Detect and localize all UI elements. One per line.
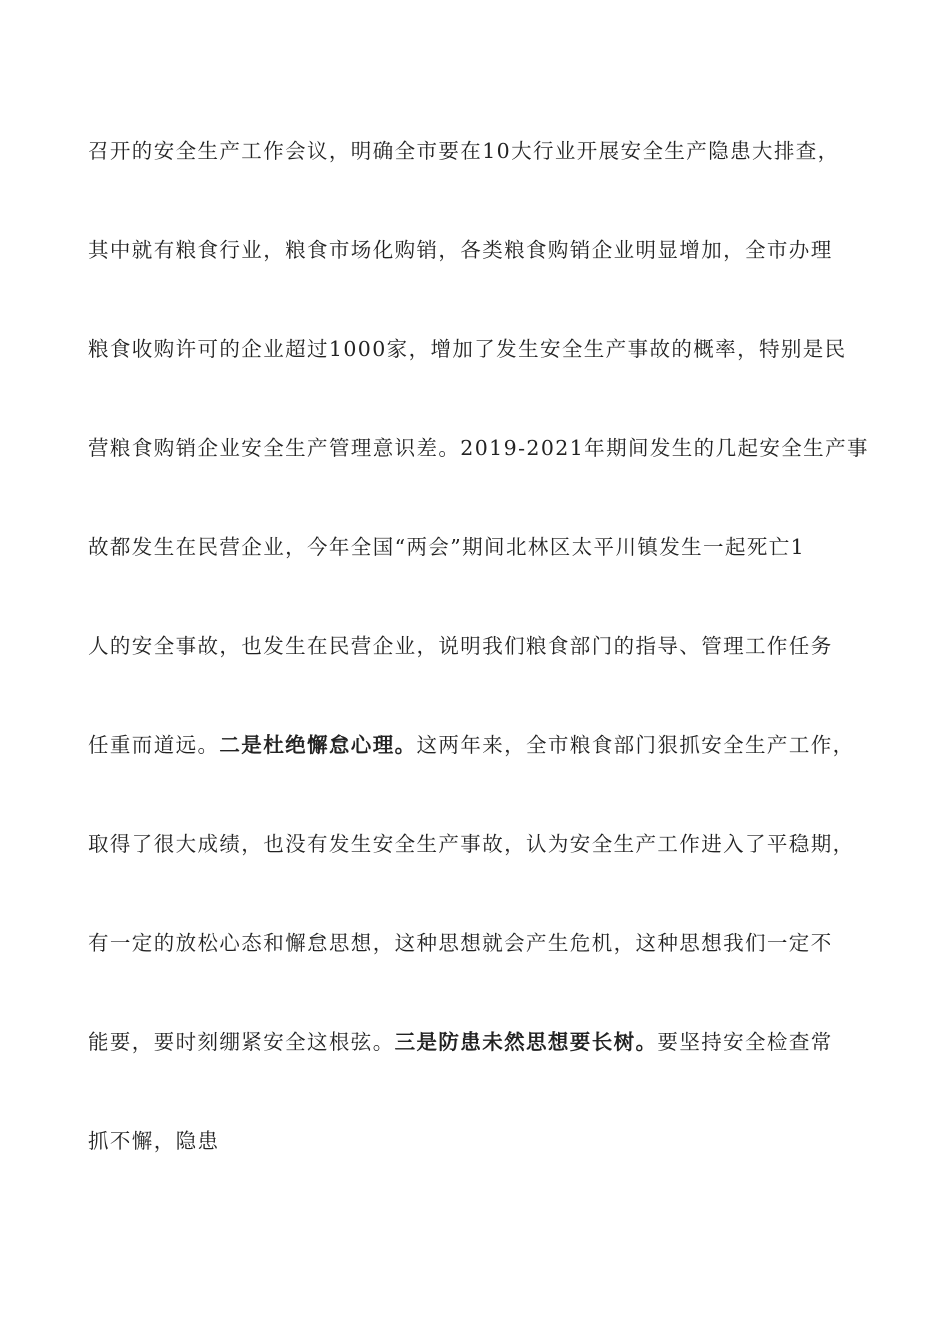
text-line xyxy=(88,133,868,232)
bold-heading-run: 三是防患未然思想要长树。 xyxy=(394,1030,658,1054)
text-run: 取得了很大成绩，也没有发生安全生产事故，认为安全生产工作进入了平稳期， xyxy=(88,832,855,856)
text-run: 要坚持安全检查常 xyxy=(657,1030,833,1054)
bold-heading-run: 二是杜绝懈怠心理。 xyxy=(219,733,417,757)
text-run: 其中就有粮食行业，粮食市场化购销，各类粮食购销企业明显增加，全市办理 xyxy=(88,238,833,262)
text-run: 有一定的放松心态和懈怠思想，这种思想就会产生危机，这种思想我们一定不 xyxy=(88,931,833,955)
text-line xyxy=(88,727,868,826)
document-body xyxy=(88,133,868,1222)
text-run: 粮食收购许可的企业超过1000家，增加了发生安全生产事故的概率，特别是民 xyxy=(88,337,847,361)
text-line xyxy=(88,430,868,529)
text-run: 抓不懈，隐患 xyxy=(88,1129,220,1153)
text-run: 召开的安全生产工作会议，明确全市要在10大行业开展安全生产隐患大排查， xyxy=(88,139,840,163)
text-run: 这两年来，全市粮食部门狠抓安全生产工作， xyxy=(416,733,855,757)
text-line xyxy=(88,1024,868,1123)
text-run: 营粮食购销企业安全生产管理意识差。2019-2021年期间发生的几起安全生产事 xyxy=(88,436,869,460)
text-line xyxy=(88,232,868,331)
text-run: 任重而道远。 xyxy=(88,733,220,757)
text-line xyxy=(88,826,868,925)
text-run: 能要，要时刻绷紧安全这根弦。 xyxy=(88,1030,395,1054)
text-line xyxy=(88,1123,868,1222)
text-run: 故都发生在民营企业，今年全国“两会”期间北林区太平川镇发生一起死亡1 xyxy=(88,535,806,559)
text-line xyxy=(88,628,868,727)
text-run: 人的安全事故，也发生在民营企业，说明我们粮食部门的指导、管理工作任务 xyxy=(88,634,833,658)
text-line xyxy=(88,331,868,430)
text-line xyxy=(88,529,868,628)
text-line xyxy=(88,925,868,1024)
